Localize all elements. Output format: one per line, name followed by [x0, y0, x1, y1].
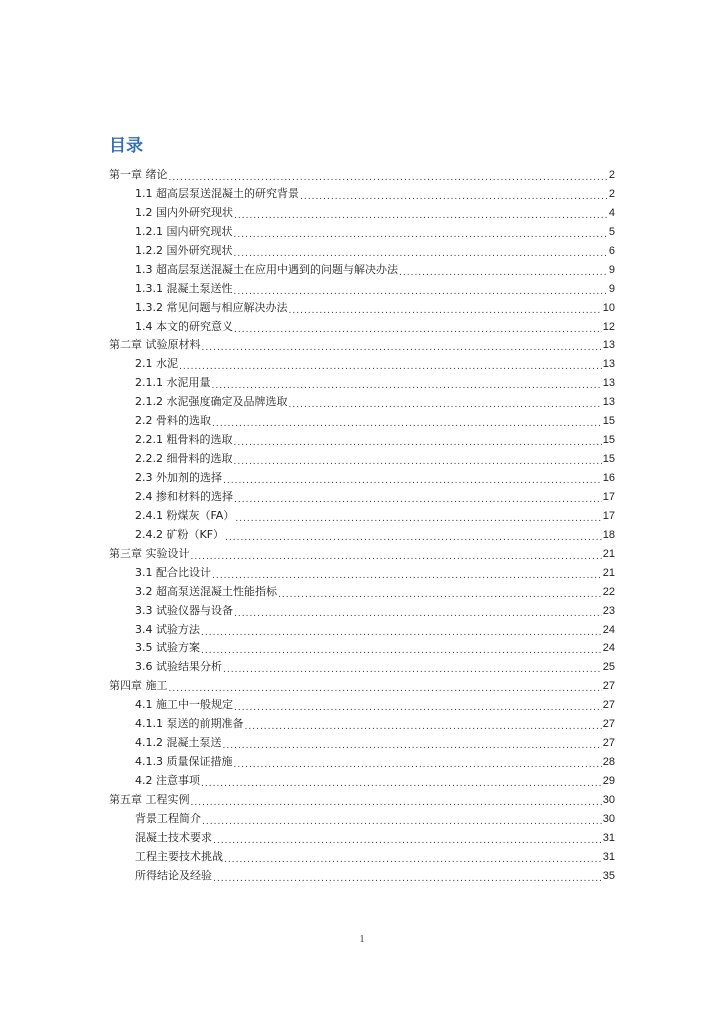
toc-entry-page: 30: [602, 793, 615, 806]
toc-chapter-entry[interactable]: [109, 336, 615, 355]
toc-entry-page: 5: [608, 225, 615, 238]
page-number: 1: [359, 934, 365, 945]
toc-entry-page: 13: [602, 377, 615, 390]
toc-entry-page: 21: [602, 547, 615, 560]
toc-dot-leader: [202, 338, 602, 352]
toc-section-entry[interactable]: [109, 469, 615, 488]
toc-dot-leader: [289, 301, 602, 315]
toc-section-entry[interactable]: [109, 450, 615, 469]
toc-section-entry[interactable]: [109, 696, 615, 715]
toc-entry-label: 1.3 超高层泵送混凝土在应用中遇到的问题与解决办法: [135, 262, 398, 276]
toc-entry-page: 2: [608, 187, 615, 200]
toc-section-entry[interactable]: [109, 734, 615, 753]
toc-section-entry[interactable]: [109, 355, 615, 374]
toc-section-entry[interactable]: [109, 488, 615, 507]
toc-entry-page: 6: [608, 244, 615, 257]
toc-entry-page: 17: [602, 490, 615, 503]
toc-section-entry[interactable]: [109, 564, 615, 583]
toc-entry-label: 2.4.1 粉煤灰（FA）: [135, 508, 235, 522]
toc-entry-label: 1.2 国内外研究现状: [135, 205, 233, 219]
toc-section-entry[interactable]: [109, 753, 615, 772]
toc-section-entry[interactable]: [109, 374, 615, 393]
toc-entry-label: 1.3.1 混凝土泵送性: [135, 281, 233, 295]
toc-entry-page: 12: [602, 320, 615, 333]
toc-entry-page: 28: [602, 756, 615, 769]
toc-entry-label: 2.1.1 水泥用量: [135, 376, 211, 390]
toc-entry-label: 第三章 实验设计: [109, 546, 190, 560]
toc-dot-leader: [191, 793, 602, 807]
toc-section-entry[interactable]: [109, 772, 615, 791]
toc-dot-leader: [213, 831, 602, 845]
toc-section-entry[interactable]: [109, 848, 615, 867]
toc-dot-leader: [212, 566, 602, 580]
toc-dot-leader: [223, 471, 602, 485]
toc-entry-label: 2.3 外加剂的选择: [135, 471, 222, 484]
toc-section-entry[interactable]: [109, 658, 615, 677]
toc-section-entry[interactable]: [109, 507, 615, 526]
toc-dot-leader: [169, 679, 602, 693]
toc-entry-page: 27: [602, 699, 615, 712]
toc-entry-label: 1.3.2 常见问题与相应解决办法: [135, 300, 288, 314]
toc-dot-leader: [245, 717, 602, 731]
toc-chapter-entry[interactable]: [109, 166, 615, 185]
toc-entry-page: 9: [608, 282, 615, 295]
toc-dot-leader: [191, 547, 602, 561]
toc-dot-leader: [201, 641, 602, 655]
toc-section-entry[interactable]: [109, 261, 615, 280]
toc-entry-label: 2.2 骨料的选取: [135, 414, 211, 428]
toc-section-entry[interactable]: [109, 829, 615, 848]
toc-dot-leader: [213, 869, 602, 883]
toc-dot-leader: [234, 282, 608, 296]
toc-entry-page: 16: [602, 472, 615, 484]
toc-section-entry[interactable]: [109, 867, 615, 886]
toc-entry-page: 17: [602, 509, 615, 522]
toc-dot-leader: [234, 490, 602, 504]
toc-entry-page: 27: [602, 680, 615, 693]
toc-dot-leader: [234, 225, 608, 239]
toc-entry-page: 4: [608, 206, 615, 219]
toc-dot-leader: [278, 585, 602, 599]
toc-entry-label: 3.6 试验结果分析: [135, 660, 222, 674]
toc-entry-page: 29: [602, 775, 615, 787]
toc-entry-label: 1.4 本文的研究意义: [135, 319, 233, 333]
toc-entry-page: 18: [602, 528, 615, 541]
toc-dot-leader: [234, 206, 608, 220]
toc-section-entry[interactable]: [109, 204, 615, 223]
toc-entry-page: 35: [602, 869, 615, 882]
toc-section-entry[interactable]: [109, 185, 615, 204]
toc-entry-page: 2: [608, 169, 615, 181]
toc-section-entry[interactable]: [109, 715, 615, 734]
toc-dot-leader: [223, 660, 602, 674]
toc-section-entry[interactable]: [109, 431, 615, 450]
toc-entry-page: 13: [602, 358, 615, 371]
toc-entry-label: 2.4 掺和材料的选择: [135, 489, 233, 503]
toc-entry-page: 15: [602, 453, 615, 466]
toc-entry-label: 第四章 施工: [109, 679, 168, 693]
toc-section-entry[interactable]: [109, 393, 615, 412]
toc-dot-leader: [202, 812, 602, 826]
toc-section-entry[interactable]: [109, 810, 615, 829]
toc-dot-leader: [234, 452, 602, 466]
toc-dot-leader: [223, 736, 602, 750]
toc-entry-page: 31: [602, 831, 615, 844]
toc-chapter-entry[interactable]: [109, 545, 615, 564]
toc-entry-page: 9: [608, 263, 615, 276]
toc-entry-label: 所得结论及经验: [135, 868, 212, 882]
toc-dot-leader: [399, 263, 608, 277]
toc-entry-label: 3.5 试验方案: [135, 641, 200, 655]
toc-entry-page: 31: [602, 850, 615, 863]
toc-dot-leader: [179, 357, 602, 371]
toc-entry-page: 23: [602, 604, 615, 617]
toc-section-entry[interactable]: [109, 242, 615, 261]
toc-entry-label: 3.2 超高泵送混凝土性能指标: [135, 584, 277, 598]
toc-dot-leader: [235, 509, 601, 523]
toc-entry-page: 27: [602, 737, 615, 750]
toc-entry-page: 27: [602, 718, 615, 731]
toc-entry-label: 3.4 试验方法: [135, 622, 200, 636]
toc-entry-label: 2.4.2 矿粉（KF）: [135, 527, 225, 541]
toc-entry-page: 25: [602, 661, 615, 674]
toc-dot-leader: [300, 187, 608, 201]
toc-entry-label: 2.2.1 粗骨料的选取: [135, 433, 233, 447]
toc-section-entry[interactable]: [109, 280, 615, 299]
toc-title: 目录: [109, 136, 143, 156]
toc-dot-leader: [169, 168, 608, 182]
toc-section-entry[interactable]: [109, 299, 615, 318]
toc-dot-leader: [234, 604, 602, 618]
toc-list: [109, 166, 615, 886]
toc-entry-label: 4.1 施工中一般规定: [135, 698, 233, 712]
toc-section-entry[interactable]: [109, 412, 615, 431]
toc-section-entry[interactable]: [109, 318, 615, 337]
toc-entry-page: 13: [602, 339, 615, 352]
toc-entry-label: 1.2.2 国外研究现状: [135, 243, 233, 257]
toc-entry-page: 15: [602, 415, 615, 428]
toc-dot-leader: [212, 414, 602, 428]
toc-section-entry[interactable]: [109, 621, 615, 640]
toc-entry-label: 第五章 工程实例: [109, 792, 190, 806]
toc-entry-label: 背景工程简介: [135, 811, 201, 825]
toc-dot-leader: [224, 850, 602, 864]
toc-section-entry[interactable]: [109, 602, 615, 621]
toc-dot-leader: [201, 774, 602, 788]
toc-entry-label: 3.1 配合比设计: [135, 565, 211, 579]
toc-dot-leader: [289, 395, 602, 409]
toc-entry-page: 15: [602, 434, 615, 447]
toc-entry-page: 13: [602, 396, 615, 409]
toc-entry-label: 2.2.2 细骨料的选取: [135, 452, 233, 466]
toc-chapter-entry[interactable]: [109, 791, 615, 810]
toc-section-entry[interactable]: [109, 639, 615, 658]
toc-entry-label: 3.3 试验仪器与设备: [135, 603, 233, 617]
toc-entry-page: 22: [602, 585, 615, 598]
toc-dot-leader: [212, 376, 602, 390]
toc-entry-label: 4.1.2 混凝土泵送: [135, 736, 222, 750]
toc-dot-leader: [234, 433, 602, 447]
toc-entry-page: 10: [602, 301, 615, 314]
toc-entry-label: 工程主要技术挑战: [135, 849, 223, 863]
toc-entry-label: 2.1.2 水泥强度确定及品牌选取: [135, 395, 288, 409]
toc-entry-label: 4.2 注意事项: [135, 774, 200, 787]
toc-section-entry[interactable]: [109, 526, 615, 545]
toc-entry-label: 第一章 绪论: [109, 168, 168, 181]
toc-entry-label: 4.1.3 质量保证措施: [135, 755, 233, 769]
toc-dot-leader: [234, 755, 602, 769]
toc-entry-page: 21: [602, 566, 615, 579]
toc-dot-leader: [234, 698, 602, 712]
toc-entry-label: 混凝土技术要求: [135, 830, 212, 844]
toc-entry-page: 30: [602, 812, 615, 825]
toc-entry-label: 第二章 试验原材料: [109, 338, 201, 352]
toc-dot-leader: [201, 623, 602, 637]
toc-entry-label: 2.1 水泥: [135, 357, 178, 371]
toc-dot-leader: [225, 528, 602, 542]
toc-dot-leader: [234, 320, 602, 334]
toc-entry-label: 1.1 超高层泵送混凝土的研究背景: [135, 186, 299, 200]
toc-entry-label: 1.2.1 国内研究现状: [135, 224, 233, 238]
toc-section-entry[interactable]: [109, 583, 615, 602]
toc-entry-page: 24: [602, 642, 615, 655]
toc-chapter-entry[interactable]: [109, 677, 615, 696]
toc-section-entry[interactable]: [109, 223, 615, 242]
toc-entry-page: 24: [602, 623, 615, 636]
toc-entry-label: 4.1.1 泵送的前期准备: [135, 717, 244, 731]
toc-dot-leader: [234, 244, 608, 258]
